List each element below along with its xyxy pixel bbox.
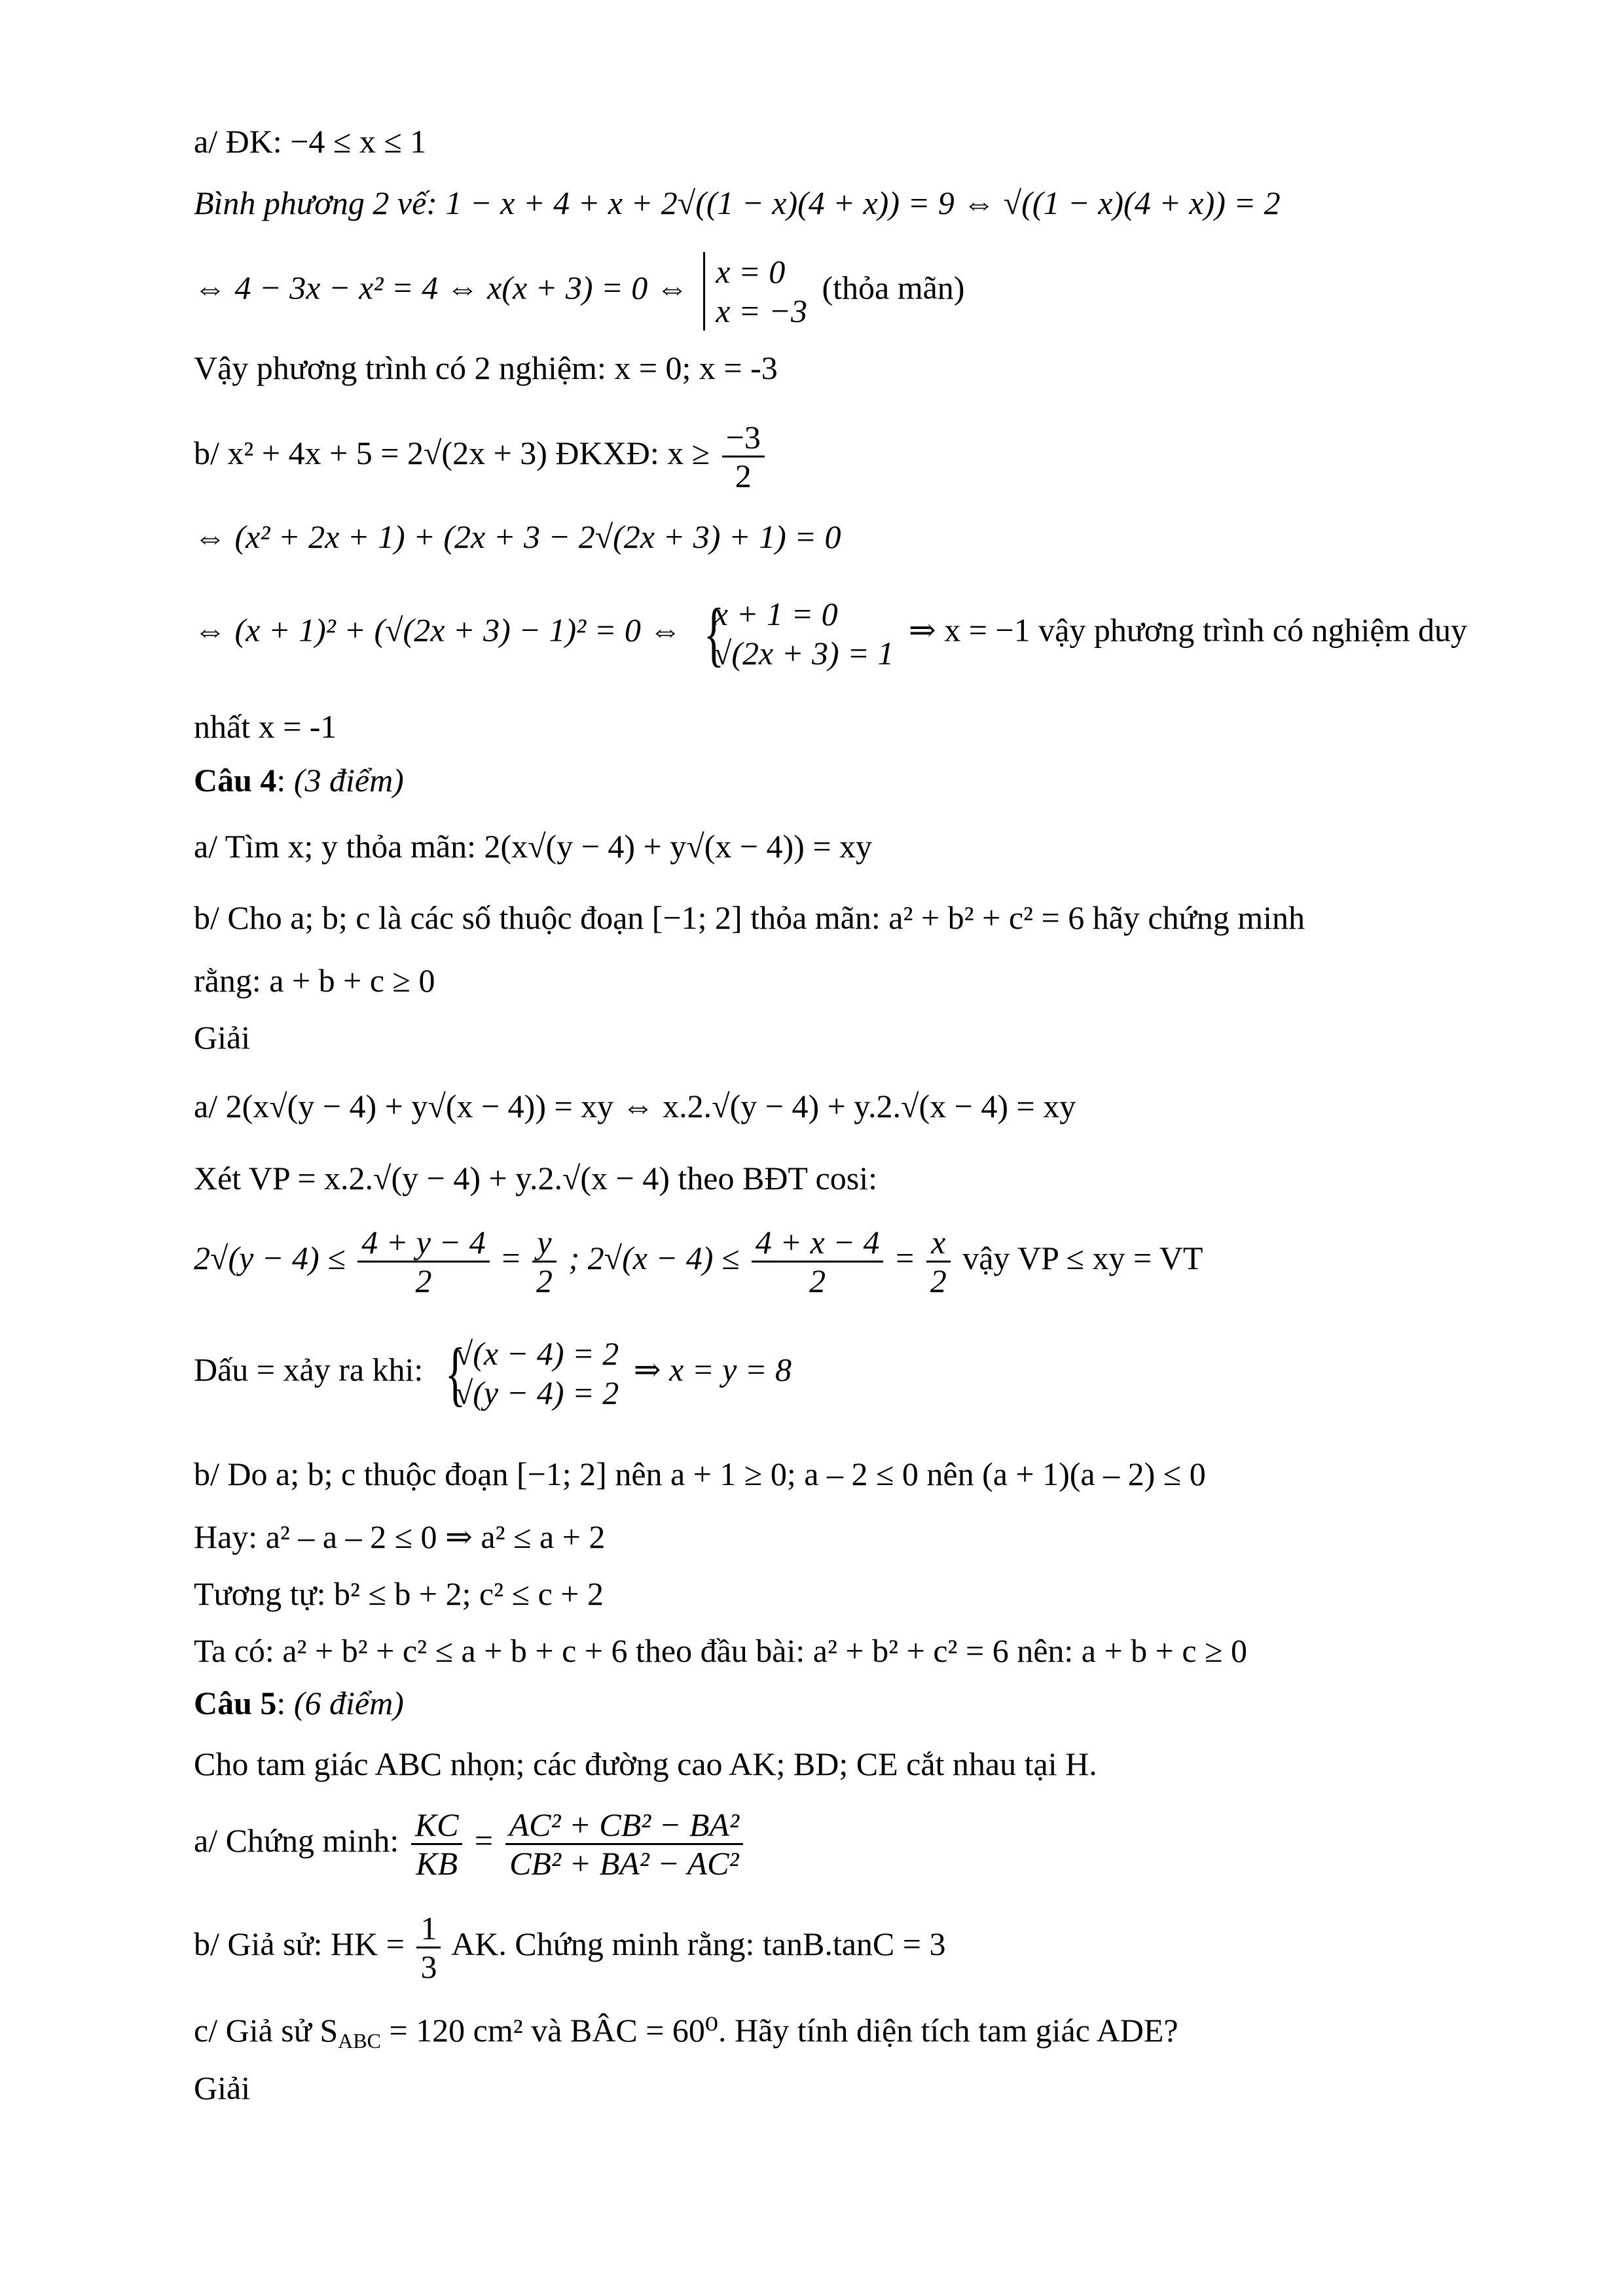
numerator: 1 xyxy=(416,1910,441,1948)
text-line xyxy=(194,1334,792,1412)
question-number: Câu 5 xyxy=(194,1685,277,1721)
numerator: x xyxy=(926,1224,951,1263)
equation: 2√(y − 4) ≤ xyxy=(194,1239,346,1276)
case-brace xyxy=(438,1334,619,1412)
case-row: { x + 1 = 0 xyxy=(713,596,838,632)
text-line: Vậy phương trình có 2 nghiệm: x = 0; x = -3 xyxy=(194,350,778,386)
case-row: √(y − 4) = 2 xyxy=(454,1374,619,1411)
text-line: b/ Cho a; b; c là các số thuộc đoạn [−1; 2] thỏa mãn: a² + b² + c² = 6 hãy chứng minh xyxy=(194,899,1305,936)
denominator: 2 xyxy=(415,1263,432,1299)
fraction xyxy=(752,1224,884,1299)
numerator: KC xyxy=(411,1806,463,1845)
text-line: Bình phương 2 vế: 1 − x + 4 + x + 2√((1 − x)(4 + x)) = 9 ⇔ √((1 − x)(4 + x)) = 2 xyxy=(194,185,1281,221)
denominator: 2 xyxy=(536,1263,553,1299)
numerator: y xyxy=(532,1224,556,1263)
numerator: −3 xyxy=(722,419,765,457)
case-row: x = 0 xyxy=(716,253,786,290)
denominator: 2 xyxy=(735,457,752,494)
case-row: √(2x + 3) = 1 xyxy=(713,635,894,672)
text-line: nhất x = -1 xyxy=(194,708,337,745)
equals: = xyxy=(895,1239,915,1276)
fraction xyxy=(357,1224,490,1299)
text-line: a/ Tìm x; y thỏa mãn: 2(x√(y − 4) + y√(x − 4)) = xy xyxy=(194,828,873,865)
section-heading xyxy=(194,761,404,800)
text-line xyxy=(194,594,1467,673)
denominator: KB xyxy=(416,1845,458,1882)
text-line: a/ ĐK: −4 ≤ x ≤ 1 xyxy=(194,123,427,160)
points: (3 điểm) xyxy=(293,762,404,798)
case-row: { √(x − 4) = 2 xyxy=(454,1335,619,1372)
separator: : xyxy=(276,1685,294,1721)
case-row: x = −3 xyxy=(716,293,807,329)
question-number: Câu 4 xyxy=(194,762,277,798)
statement: c/ Giả sử S xyxy=(194,2012,338,2049)
equation: ⇔ 4 − 3x − x² = 4 ⇔ x(x + 3) = 0 ⇔ xyxy=(194,269,689,306)
text-line: Hay: a² – a – 2 ≤ 0 ⇒ a² ≤ a + 2 xyxy=(194,1518,606,1555)
fraction xyxy=(411,1806,463,1882)
points: (6 điểm) xyxy=(293,1685,404,1721)
numerator: 4 + y − 4 xyxy=(357,1224,490,1263)
separator: : xyxy=(276,762,294,798)
text-line xyxy=(194,419,769,494)
equation: ⇔ (x + 1)² + (√(2x + 3) − 1)² = 0 ⇔ xyxy=(194,611,682,649)
numerator: 4 + x − 4 xyxy=(752,1224,884,1263)
case-brace xyxy=(697,594,894,673)
fraction xyxy=(926,1224,951,1299)
fraction xyxy=(722,419,765,494)
text-line: a/ 2(x√(y − 4) + y√(x − 4)) = xy ⇔ x.2.√(y − 4) + y.2.√(x − 4) = xy xyxy=(194,1088,1076,1124)
equals: = xyxy=(474,1821,494,1859)
fraction xyxy=(505,1806,743,1882)
statement: = 120 cm² và BÂC = 60⁰. Hãy tính diện tích tam giác ADE? xyxy=(380,2012,1178,2049)
note: (thỏa mãn) xyxy=(822,269,965,306)
text-line: b/ Do a; b; c thuộc đoạn [−1; 2] nên a + 1 ≥ 0; a – 2 ≤ 0 nên (a + 1)(a – 2) ≤ 0 xyxy=(194,1456,1206,1492)
text-line xyxy=(194,1224,1203,1299)
text-line: Cho tam giác ABC nhọn; các đường cao AK; BD; CE cắt nhau tại H. xyxy=(194,1746,1097,1782)
denominator: 2 xyxy=(809,1263,826,1299)
text-line xyxy=(194,2011,1178,2060)
section-heading xyxy=(194,1683,404,1723)
conclusion: vậy VP ≤ xy = VT xyxy=(962,1239,1203,1276)
denominator: 2 xyxy=(930,1263,947,1299)
text-line: Xét VP = x.2.√(y − 4) + y.2.√(x − 4) theo BĐT cosi: xyxy=(194,1160,877,1196)
text-line: ⇔ (x² + 2x + 1) + (2x + 3 − 2√(2x + 3) + 1) = 0 xyxy=(194,518,841,555)
text-line: Giải xyxy=(194,2070,251,2106)
fraction xyxy=(532,1224,556,1299)
numerator: AC² + CB² − BA² xyxy=(505,1806,743,1845)
text-line: Tương tự: b² ≤ b + 2; c² ≤ c + 2 xyxy=(194,1575,604,1612)
text-line xyxy=(194,252,964,331)
denominator: 3 xyxy=(420,1948,437,1985)
equals: = xyxy=(501,1239,520,1276)
statement: AK. Chứng minh rằng: tanB.tanC = 3 xyxy=(451,1925,946,1962)
equation: b/ x² + 4x + 5 = 2√(2x + 3) ĐKXĐ: x ≥ xyxy=(194,434,710,471)
label: b/ Giả sử: HK = xyxy=(194,1925,405,1962)
text-line xyxy=(194,1910,945,1985)
equation: ⇒ x = −1 vậy phương trình có nghiệm duy xyxy=(908,611,1467,649)
subscript: ABC xyxy=(338,2029,381,2053)
label: Dấu = xảy ra khi: xyxy=(194,1351,424,1388)
equation: ; 2√(x − 4) ≤ xyxy=(568,1239,740,1276)
case-bracket xyxy=(703,252,807,331)
text-line: Giải xyxy=(194,1019,251,1056)
text-line xyxy=(194,1806,747,1882)
label: a/ Chứng minh: xyxy=(194,1821,399,1859)
fraction xyxy=(416,1910,441,1985)
text-line: rằng: a + b + c ≥ 0 xyxy=(194,962,435,999)
denominator: CB² + BA² − AC² xyxy=(509,1845,739,1882)
text-line: Ta có: a² + b² + c² ≤ a + b + c + 6 theo đầu bài: a² + b² + c² = 6 nên: a + b + c ≥ 0 xyxy=(194,1632,1248,1669)
equation: ⇒ x = y = 8 xyxy=(633,1351,792,1388)
